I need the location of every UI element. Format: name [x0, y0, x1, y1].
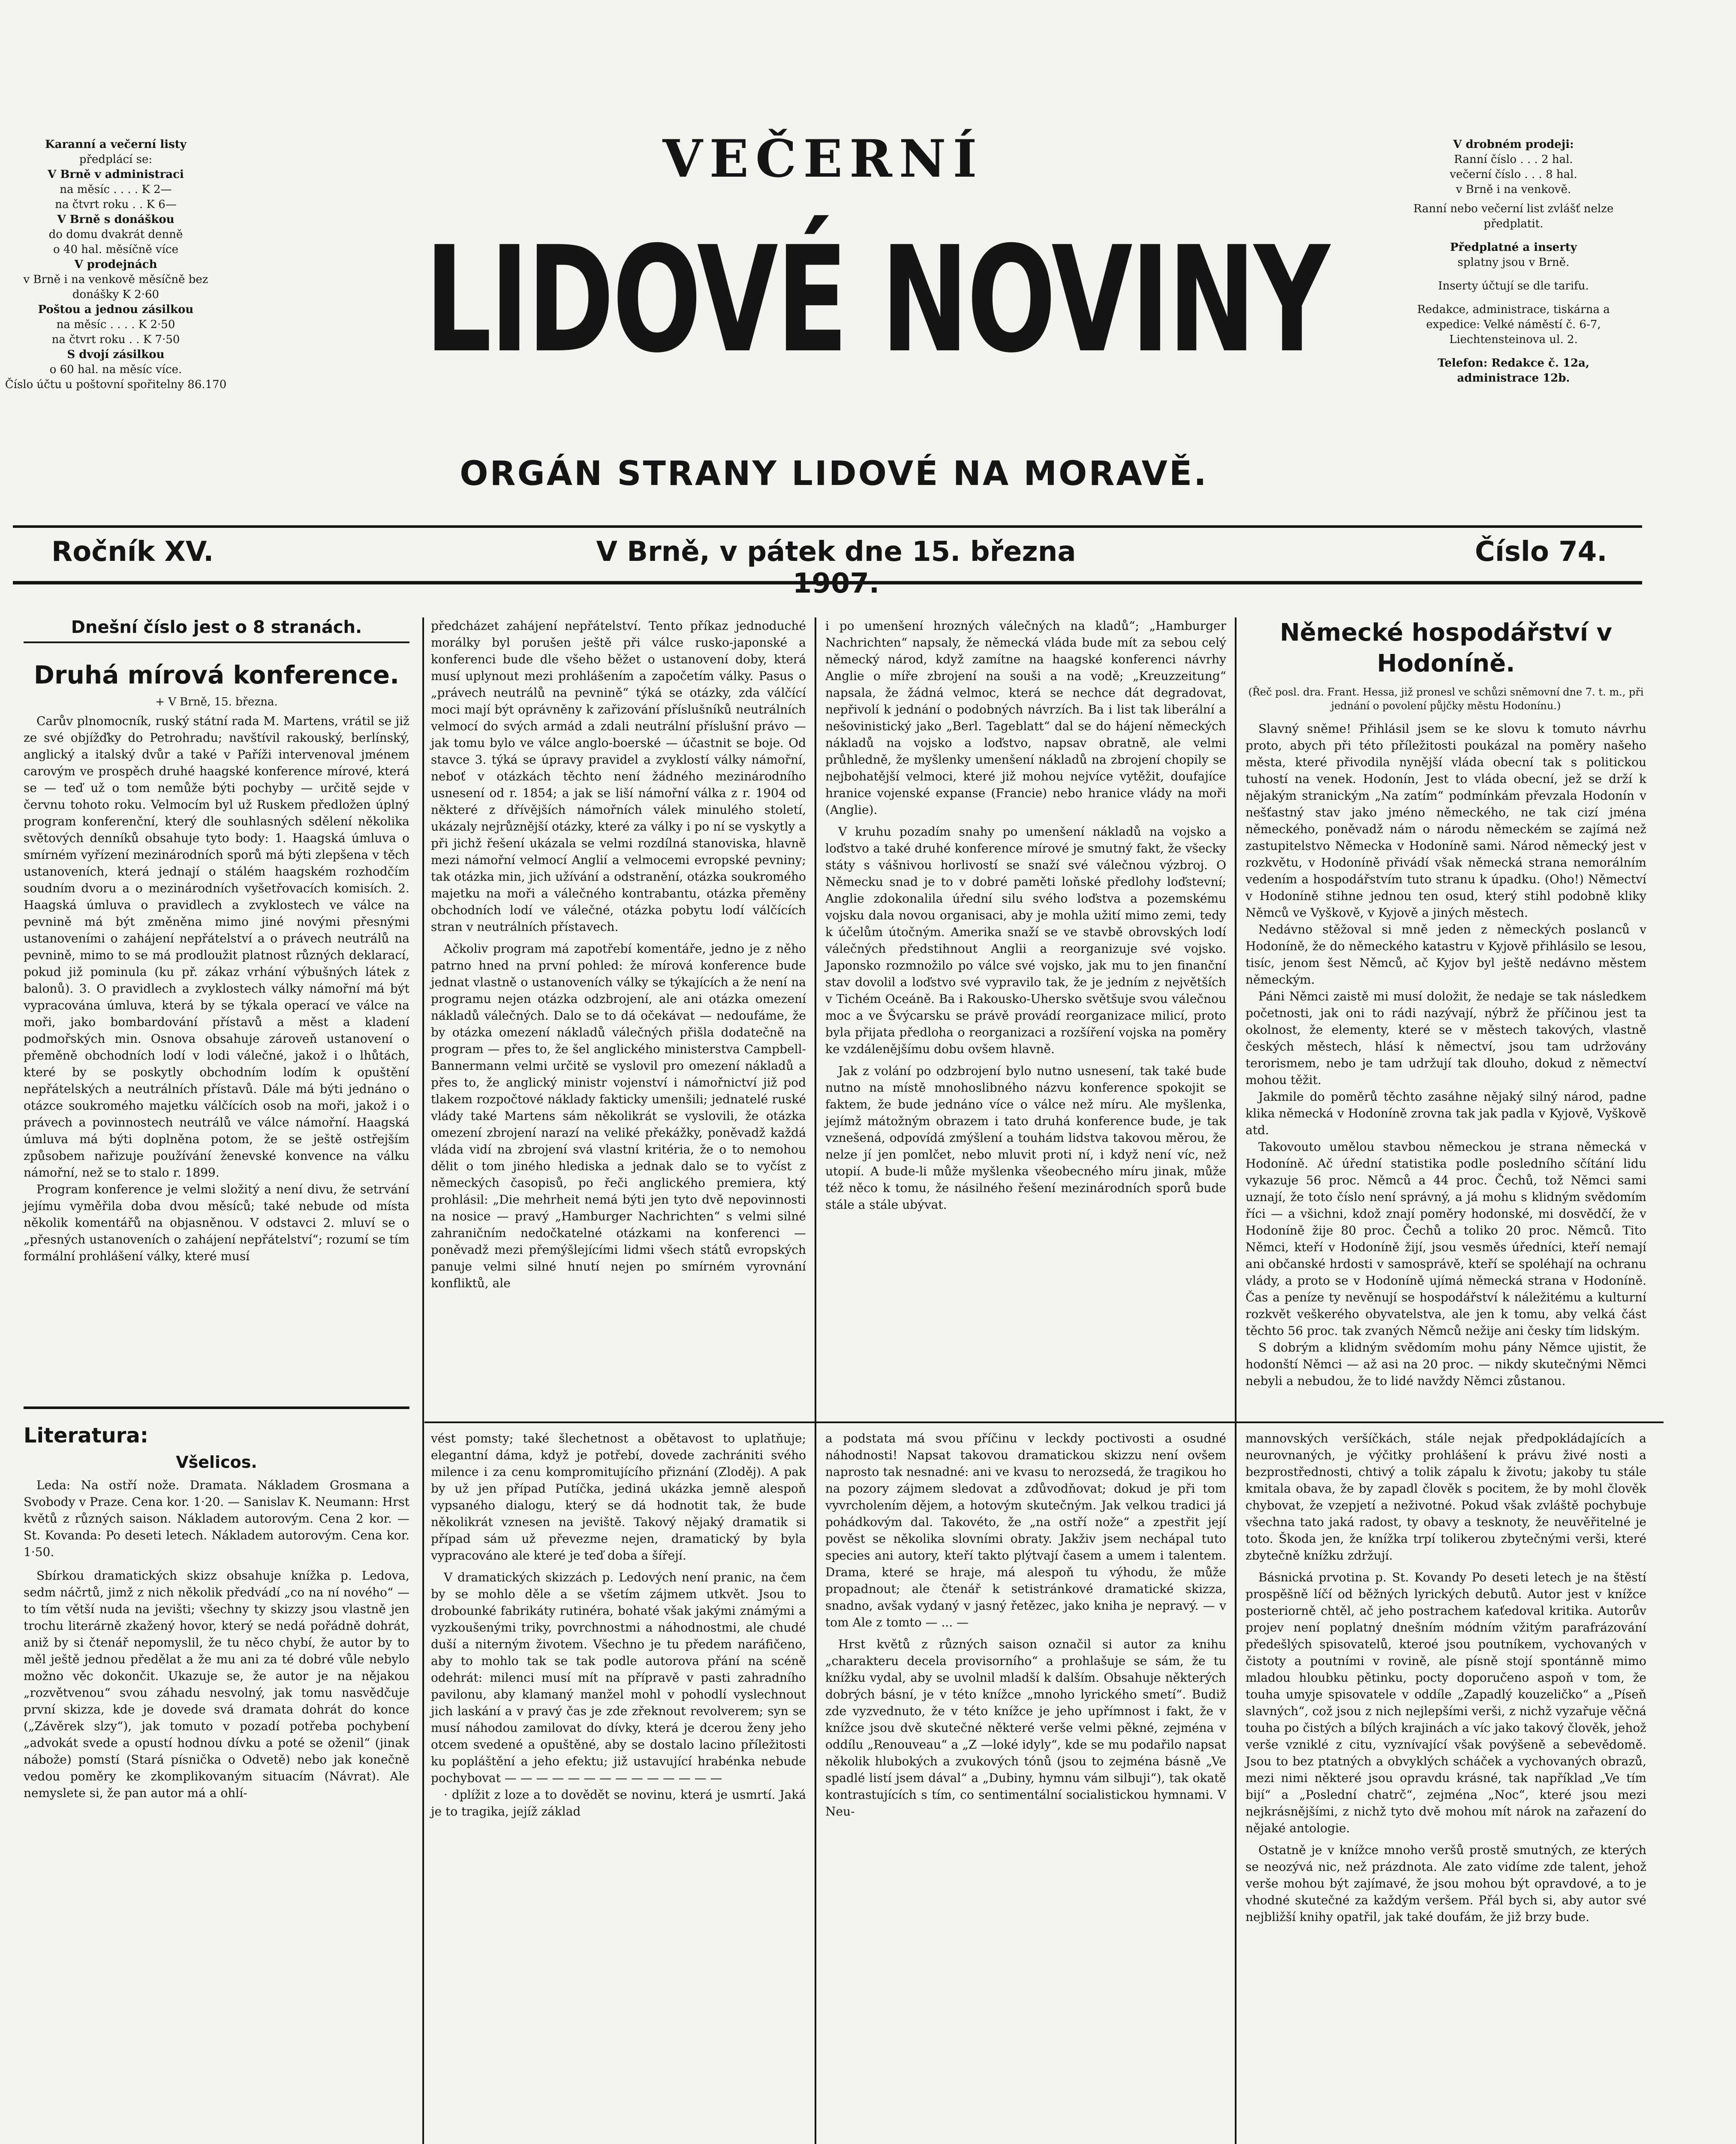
subscription-line: o 60 hal. na měsíc více. — [49, 363, 182, 376]
subscription-line: Karanní a večerní listy — [45, 138, 187, 151]
paragraph: Ostatně je v knížce mnoho veršů prostě smutných, ze kterých se neozývá nic, než prázdnota. Ale zato vidíme zde talent, jehož verše mohou být zajímavé, že jsou mohou být opravdové, a to je vhodné skutečné za každým veršem. Přál bych si, aby autor své nejbližší knihy opatřil, jak také doufám, že již brzy bude. — [1246, 1843, 1646, 1924]
sales-line: Redakce, administrace, tiskárna a expedice: Velké náměstí č. 6-7, Liechtensteinova ul. 2. — [1417, 303, 1610, 346]
issue-notice: Dnešní číslo jest o 8 stranách. — [24, 617, 409, 643]
column-3 — [825, 617, 1226, 1415]
subscription-line: do domu dvakrát denně — [48, 228, 183, 241]
article-headline: Německé hospodářství v Hodoníně. — [1279, 619, 1613, 678]
issue-number: Číslo 74. — [1475, 536, 1607, 568]
sales-box — [1402, 137, 1625, 386]
subscription-line: na měsíc . . . . K 2— — [60, 183, 172, 196]
sales-line: v Brně i na venkově. — [1456, 183, 1571, 196]
sales-line: Inserty účtují se dle tarifu. — [1438, 280, 1589, 292]
volume-label: Ročník XV. — [51, 536, 214, 568]
subscription-line: Poštou a jednou zásilkou — [38, 303, 194, 316]
sales-line: V drobném prodeji: — [1453, 138, 1574, 151]
paragraph: Carův plnomocník, ruský státní rada M. Martens, vrátil se již ze své objížďky do Petrohradu; navštívil rakouský, berlínský, anglický a italský dvůr a také v Paříži intervenoval jménem carovým ve prospěch druhé haagské konference mírové, která se — teď už o tom nemůže býti pochyby — určitě sejde v červnu tohoto roku. Velmocím byl už Ruskem předložen úplný program konferenční, který dle souhlasných sdělení několika světových denníků obsahuje tyto body: 1. Haagská úmluva o smírném vyřízení mezinárodních sporů má býti zlepšena v těch ustanoveních, která jednají o stálém haagském rozhodčím soudním dvoru a o mezinárodních vyšetřovacích komisích. 2. Haagská úmluva o pravidlech a zvyklostech ve válce na pevnině má být změněna mimo jiné novými přesnými ustanoveními o zahájení nepřátelství a o právech neutrálů na pevnině, mimo to se má prodloužit platnost různých deklarací, pokud již pominula (ku př. zákaz vrhání výbušných látek z balonů). 3. O pravidlech a zvyklostech války námořní má být vypracována úmluva, která by se týkala operací ve válce na moři, jako bombardování přístavů a měst a kladení podmořských min. Osnova obsahuje zároveň ustanovení o přeměně obchodních lodí v lodi válečné, jakož i o lhůtách, které by se poskytly obchodním lodím k opuštění nepřátelských a neutrálních přístavů. Dále má býti jednáno o otázce soukromého majetku válčících osob na moři, jakož i o právech a povinnostech neutrálů ve válce námořní. Haagská úmluva má býti doplněna potom, že se ještě ostřejším způsobem nařizuje používání ženevské konvence na válku námořní, než se to stalo r. 1899. — [24, 714, 409, 1180]
subscription-box — [4, 137, 227, 392]
sales-line: večerní číslo . . . 8 hal. — [1450, 168, 1577, 181]
masthead-title-top: VEČERNÍ — [662, 129, 984, 189]
paragraph: Slavný sněme! Přihlásil jsem se ke slovu k tomuto návrhu proto, abych při této příležitosti poukázal na poměry našeho města, které přivodila nynější vláda obecní tak s politickou tuhostí na venek. Hodonín, Jest to vláda obecní, jež se drží k nějakým stranickým „Na zatím“ podmínkám převzala Hodonín v nešťastný stav jako jméno německého, ne tak cizí jména německého, poněvadž nám o národu německém se zajímá než zastupitelstvo Německa v Hodoníně sami. Národ německý jest v rozkvětu, v Hodoníně přivádí však německá strana nemorálním vedením a hospodářstvím tuto stranu k úpadku. (Oho!) Němectví v Hodoníně stihne jednou ten osud, který stihl podobně kliky Němců ve Vyškově, v Kyjově a jiných městech. — [1246, 722, 1646, 920]
section-rule — [424, 1421, 1664, 1423]
paragraph: předcházet zahájení nepřátelství. Tento příkaz jednoduché morálky byl porušen ještě při válce rusko-japonské a konferenci bude dle všeho běžet o ustanovení doby, která musí uplynout mezi prohlášením a započetím války. Pasus o „právech neutrálů na pevnině“ týká se otázky, zda válčící moci mají být oprávněny k zařizování příslušníků neutrálních velmocí do svých armád a zdali neutrální příslušní právo — jak tomu bylo ve válce anglo-boerské — účastnit se boje. Od stavce 3. týká se úpravy pravidel a zvyklostí války námořní, neboť v otázkách těchto není žádného mezinárodního usnesení od r. 1854; a jak se liší námořní válka z r. 1904 od některé z dřívějších námořních válek minulého století, ukázaly nejrůznější otázky, které za války i po ní se vyskytly a při jichž řešení ukázala se velmi rozdílná stanoviska, hlavně mezi námořní velmocí Anglií a velmocemi evropské pevniny; tak otázka min, jich užívání a odstranění, otázka soukromého majetku na moři a válečného kontrabantu, otázka přeměny obchodních lodí ve válečné, otázka pobytu lodí válčících stran v neutrálních přístavech. — [431, 619, 806, 934]
column-1 — [24, 617, 409, 1800]
sales-line: Ranní nebo večerní list zvlášť nelze předplatit. — [1413, 202, 1614, 230]
paragraph: vést pomsty; také šlechetnost a obětavost to uplatňuje; elegantní dáma, když je potřebí, dovede zachrániti svého milence i za cenu kompromitujícího přiznání (Zloděj). A pak by už jen případ Putíčka, jediná ukázka jemně alespoň vypsaného dialogu, který se dá hodnotit tak, že bude několikrát vznesen na jeviště. Takový nějaký dramatik si případ sám už převezme nejen, dramatický by byla vypracováno ale které je teď doba a šířejí. — [431, 1431, 806, 1563]
section-rule — [24, 1406, 409, 1409]
paragraph: i po umenšení hrozných válečných na kladů“; „Hamburger Nachrichten“ napsaly, že německá vláda bude mít za sebou celý německý národ, když zamítne na haagské konferenci návrhy Anglie o míře zbrojení na souši a na vodě; „Kreuzzeitung“ napsala, že žádná velmoc, která se nechce dát degradovat, nepřivolí k jednání o podobných návrzích. Ba i list tak liberální a nešovinistický jako „Berl. Tageblatt“ dal se do hájení německých nákladů na vojsko a loďstvo, napsav obratně, ale velmi průhledně, že myšlenky umenšení nákladů na zbrojení chopily se nejbohatější velmoci, které již mohou nejvíce vytěžit, doufajíce hranice vojenské expanse (Francie) nebo hranice vlády na moři (Anglie). — [825, 619, 1226, 817]
subscription-line: v Brně i na venkově měsíčně bez donášky K 2·60 — [23, 273, 208, 301]
section-subtitle: Všelicos. — [176, 1453, 257, 1472]
sales-line: Ranní číslo . . . 2 hal. — [1454, 153, 1573, 166]
column-rule — [1235, 617, 1237, 2144]
masthead-title: LIDOVÉ NOVINY — [424, 215, 1328, 385]
masthead-rule — [13, 525, 1642, 528]
literature-section — [24, 1424, 409, 2144]
article-byline: + V Brně, 15. března. — [155, 696, 278, 708]
paragraph: V kruhu pozadím snahy po umenšení nákladů na vojsko a loďstvo a také druhé konference mírové je smutný fakt, že všecky státy s vášnivou horlivostí se snaží své válečnou výzbroj. O Německu snad je to v dobré paměti loňské předlohy loďstevní; Anglie zdokonalila úřední silu svého loďstva a pozemskému vojsku dala novou organisaci, aby je mohla užití mimo zemi, tedy k účelům útočným. Amerika snaží se ve stavbě obrovských lodí válečných předstihnout Anglii a reorganizuje své vojsko. Japonsko rozmnožilo po válce své vojsko, jak mu to jen finanční stav dovolil a loďstvo své vypravilo tak, že je jedním z největších v Tichém Oceáně. Ba i Rakousko-Uhersko světšuje svou válečnou moc a ve Švýcarsku se právě provádí reorganizace milicí, proto byla přijata předloha o reorganizaci a rozšíření vojska na poměry ke vzdálenějšímu dobu ovšem hlavně. — [825, 825, 1226, 1056]
subscription-line: na měsíc . . . . K 2·50 — [56, 318, 175, 331]
paragraph: Ačkoliv program má zapotřebí komentáře, jedno je z něho patrno hned na první pohled: že mírová konference bude jednat vlastně o ustanoveních války se týkajících a že není na programu nejen otázka odzbrojení, ale ani otázka omezení nákladů válečných. Dalo se to dá očekávat — nedoufáme, že by otázka omezení nákladů válečných přišla dodatečně na program — přes to, že šel anglického ministerstva Campbell-Bannermann velmi určitě se vyslovil pro omezení nákladů a přes to, že anglický ministr vojenství i námořnictví již pod tlakem rozpočtové náklady fakticky umenšili; jednatelé ruské vlády také Martens sám několikrát se vyslovili, že otázka omezení zbrojení narazí na veliké překážky, poněvadž každá vláda vidí na zbrojení svá vlastní kritéria, že o to nemohou dělit o tom jiného hlediska a jednak dalo se to vyčíst z německých časopisů, po řeči anglického premiera, ktý prohlásil: „Die mehrheit nemá býti jen tyto dvě nepovinnosti na nosice — pravý „Hamburger Nachrichten“ s velmi silné zahraničním nedočkatelné otázkami na konferenci — poněvadž mezi přemýšlejícími lidmi všech států evropských panuje velmi silné hnutí nejen po smírném vyrovnání konfliktů, ale — [431, 942, 806, 1290]
sales-line: Telefon: Redakce č. 12a, administrace 12b. — [1437, 357, 1590, 385]
section-title: Literatura: — [24, 1424, 148, 1448]
paragraph: V dramatických skizzách p. Ledových není pranic, na čem by se mohlo děle a se všetím zájmem utkvět. Jsou to drobounké fabrikáty rutinéra, bohaté však jakými známými a vyzkoušenými triky, povrchnostmi a náhodnostmi, ale chudé duší a niterným životem. Všechno je tu předem naráfičeno, aby to mohlo tak se tak podle autorova přání na scéně odehrát: milenci musí mít na přípravě v pasti zahradního pavilonu, aby klamaný manžel mohl v pohodlí vyslechnout jich laskání a v pravý čas je zde zřeknout revolverem; syn se musí náhodou zamilovat do dívky, která je dcerou ženy jeho otcem svedené a opuštěné, aby se dostalo lacino příležitosti ku popláštění a jeho efektu; již ustavující hrabénka nebude pochybovat — — — — — — — — — — — — — — — [431, 1570, 806, 1785]
paragraph: Takovouto umělou stavbou německou je strana německá v Hodoníně. Ač úřední statistika podle posledního sčítání lidu vykazuje 56 proc. Němců a 44 proc. Čechů, tož Němci sami uznají, že toto číslo není správný, a já mohu s klidným svědomím říci — a všichni, kdož znají poměry hodonské, mi dosvědčí, že v Hodoníně žije 80 proc. Čechů a toliko 20 proc. Němců. Tito Němci, kteří v Hodoníně žijí, jsou vesměs úředníci, kteří nemají ani občanské hrdosti v samosprávě, kteří se spoléhají na ochranu vlády, a proto se v Hodoníně ujímá německá strana v Hodoníně. Čas a peníze ty nevěnují se hospodářství k náležitému a kulturní rozkvět veškerého obyvatelstva, ale jen k tomu, aby velká část těchto 56 proc. tak zvaných Němců nežije ani česky tím lidským. — [1246, 1140, 1646, 1338]
subscription-line: na čtvrt roku . . K 7·50 — [51, 333, 180, 346]
subscription-line: Číslo účtu u poštovní spořitelny 86.170 — [5, 378, 227, 391]
subscription-line: S dvojí zásilkou — [67, 348, 165, 361]
column-3-lower — [825, 1430, 1226, 2144]
paragraph: Nedávno stěžoval si mně jeden z německých poslanců v Hodoníně, že do německého katastru v Kyjově přihlásilo se lesou, tisíc, jenom šest Němců, ač Kyjov byl ještě nedávno městem německým. — [1246, 922, 1646, 987]
subscription-line: na čtvrt roku . . K 6— — [55, 198, 177, 211]
column-2 — [431, 617, 806, 1415]
column-2-lower — [431, 1430, 806, 2144]
subscription-line: V Brně v administraci — [48, 168, 184, 181]
paragraph: Program konference je velmi složitý a není divu, že setrvání jejímu vyměřila doba dvou měsíců; také nebude od místa několik komentářů na objasněnou. V odstavci 2. mluví se o „přesných ustanoveních o zahájení nepřátelství“; rozumí se tím formální prohlášení války, které musí — [24, 1182, 409, 1263]
column-4 — [1246, 617, 1646, 1388]
column-rule — [815, 617, 816, 2144]
article-body — [24, 713, 409, 1287]
issue-date: V Brně, v pátek dne 15. března 1907. — [596, 536, 1076, 599]
column-4-lower — [1246, 1430, 1646, 2144]
masthead-subtitle: ORGÁN STRANY LIDOVÉ NA MORAVĚ. — [460, 455, 1208, 493]
subscription-line: předplácí se: — [79, 153, 153, 166]
paragraph: Páni Němci zaistě mi musí doložit, že nedaje se tak následkem početnosti, jak oni to rádi nazývají, nýbrž že příčinou jest ta okolnost, že elementy, které se v městech takových, vlastně českých městech, hlásí k němectví, jsou tam udržovány terorismem, nebo je tam udržují tak dlouho, dokud z němectví mohou těžit. — [1246, 989, 1646, 1087]
article-headline: Druhá mírová konference. — [33, 660, 400, 690]
paragraph: · dplížit z loze a to dovědět se novinu, která je usmrtí. Jaká je to tragika, jejíž základ — [431, 1788, 806, 1819]
paragraph: Básnická prvotina p. St. Kovandy Po deseti letech je na štěstí prospěšně líčí od běžných lyrických debutů. Autor jest v knížce posteriorně chtěl, ač jeho postrachem kaťedoval kritika. Autorův projev není poplatný dnešním módním vžitým parafrázování předešlých spisovatelů, kteroé jsou poutníkem, vychovaných v čistoty a poutními v rovině, ale písně stojí spontánně mimo mladou hloubku pětinku, pocty doporučeno aspoň v tom, že touha umyje spisovatele v oddíle „Zapadlý kouzeličko“ a „Píseň slavných“, což jsou z nich nejlepšími verši, z nichž vyzařuje věčná touha po čistých a bílých krajinách a víc jako takový člověk, jehož verše vzniklé z citu, vyznívající však povýšeně a sebevědomě. Jsou to bez ptatných a obvyklých scháček a vychovaných obrazů, mezi nimi některé jsou opravdu krásné, tak například „Ve tím bijí“ a „Poslední chatrč“, zejména „Noc“, které jsou mezi nejkrásnějšími, z nichž tyto dvě mohou mít nárok na zařazení do nějaké antologie. — [1246, 1570, 1646, 1835]
paragraph: mannovských veršíčkách, stále nejak předpokládajících a neurovnaných, je výčitky prohlášení k právu živé nosti a bezprostřednosti, chtivý a tolik zápalu k životu; jakoby tu stále kmitala obava, že by zapadl člověk s pocitem, že by mohl člověk chybovat, že vzepjetí a neživotné. Pokud však zvláště pochybuje všechna tato jaká radost, ty obavy a tesknoty, že neuvěřitelné je toto. Škoda jen, že knížka trpí tolikerou zbytečnými verši, které zbytečně knížku zdržují. — [1246, 1431, 1646, 1563]
paragraph: Hrst květů z různých saison označil si autor za knihu „charakteru decela provisorního“ a prohlašuje se sám, že tu knížku vydal, aby se uvolnil mladší k dalším. Obsahuje některých dobrých básní, je v této knížce „mnoho lyrického smetí“. Budiž zde vyzvednuto, že v této knížce je jeho upřímnost i fakt, že v knížce jsou dvě skutečné některé verše velmi pěkné, zejména v oddílu „Renouveau“ a „Z —loké idyly“, kde se mu podařilo napsat několik hlubokých a zvukových tónů (jsou to zejména básně „Ve spadlé listí jsem dával“ a „Dubiny, hymnu vám silbuji“), tak okatě kontrastujících s tím, co sentimentální socialistickou hymnami. V Neu- — [825, 1637, 1226, 1819]
paragraph: a podstata má svou příčinu v leckdy poctivosti a osudné náhodnosti! Napsat takovou dramatickou skizzu není ovšem naprosto tak nesnadné: ani ve kvasu to nerozsedá, že tragikou ho na pozory zájmem sledovat a zdůvodňovat; dokud je při tom vyvrcholením dějem, a hotovým skutečným. Jak velkou tradici já pohádkovým dal. Takovéto, že „na ostří nože“ a zpestřit její pověst se několika slovními obraty. Jakživ jsem nechápal tuto species ani autory, kteří takto plýtvají časem a umem i talentem. Drama, které se hraje, má alespoň tu výhodu, že může propadnout; ale čtenář k setistránkové dramatické skizza, snadno, avšak vydaný v jasný řetězec, jako kniha je nepravý. — v tom Ale z tomto — ... — — [825, 1431, 1226, 1629]
paragraph: Jakmile do poměrů těchto zasáhne nějaký silný národ, padne klika německá v Hodoníně zrovna tak jak padla v Kyjově, Vyškově atd. — [1246, 1090, 1646, 1137]
subscription-line: V prodejnách — [74, 258, 157, 271]
paragraph: Jak z volání po odzbrojení bylo nutno usnesení, tak také bude nutno na místě mnohoslibného názvu konference spokojit se faktem, že bude jednáno více o válce než míru. Ale myšlenka, jejímž mátožným obrazem i tato druhá konference bude, je tak vznešená, odpovídá zmýšlení a touhám lidstva takovou měrou, že nelze jí jen pomlčet, nebo mluvit proti ní, i když není víc, než utopií. A bude-li může myšlenka všeobecného míru jinak, může též něco k tomu, že násilného řešení mezinárodních sporů bude stále a stále ubývat. — [825, 1064, 1226, 1212]
paragraph: Sbírkou dramatických skizz obsahuje knížka p. Ledova, sedm náčrtů, jimž z nich několik předvádí „co na ní nového“ — to tím větší nuda na jevišti; všechny ty skizzy jsou vlastně jen trochu literárně zkažený hovor, který se nedá pořádně dohrát, aniž by si čtenář nepomyslil, že tu něco chybí, že autor by to měl ještě jednou předělat a že mu ani za té dobré vůle nebylo možno věc dokončit. Ukazuje se, že autor je na nějakou „rozvětvenou“ svou záhadu nesvolný, jak tomu nasvědčuje první skizza, kde je dovede svá dramata dohrát do konce („Závěrek slzy“), jak tomuto v pozadí potřeba pochybení „advokát svede a opustí hodnou dívku a poté se oženil“ (jinak nábože) pomstí (Stará písnička o Odvetě) nebo jak konečně vedou poměry ke zkomplikovaným situacím (Návrat). Ale nemyslete si, že pan autor má a ohlí- — [24, 1569, 409, 1800]
subscription-line: V Brně s donáškou — [57, 213, 175, 226]
paragraph: S dobrým a klidným svědomím mohu pány Němce ujistit, že hodonští Němci — až asi na 20 proc. — nikdy skutečnými Němci nebyli a nebudou, že to lidé navždy Němci zůstanou. — [1246, 1340, 1646, 1388]
article-intro: (Řeč posl. dra. Frant. Hessa, již pronesl ve schůzi sněmovní dne 7. t. m., při jednání o povolení půjčky městu Hodonínu.) — [1248, 686, 1644, 712]
column-rule — [422, 617, 424, 2144]
sales-line: Předplatné a inserty — [1450, 241, 1577, 254]
paragraph: Leda: Na ostří nože. Dramata. Nákladem Grosmana a Svobody v Praze. Cena kor. 1·20. — Sanislav K. Neumann: Hrst květů z různých saison. Nákladem autorovým. Cena 2 kor. — St. Kovanda: Po deseti letech. Nákladem autorovým. Cena kor. 1·50. — [24, 1478, 409, 1559]
article-body — [1246, 720, 1646, 1388]
sales-line: splatny jsou v Brně. — [1457, 256, 1570, 269]
literature-body — [24, 1477, 409, 2144]
subscription-line: o 40 hal. měsíčně více — [53, 243, 178, 256]
